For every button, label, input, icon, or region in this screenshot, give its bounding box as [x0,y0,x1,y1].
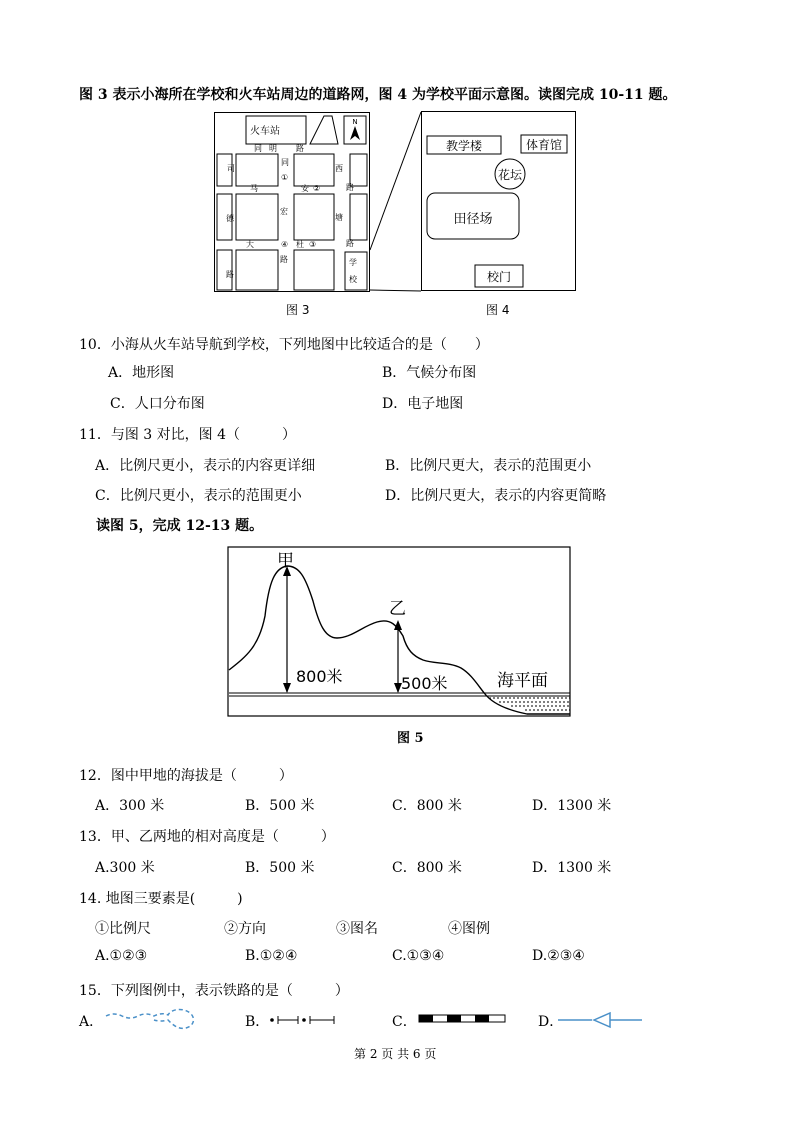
svg-text:N: N [352,118,358,126]
q13-option-d: D．1300 米 [532,860,612,876]
q14-item-1: ①比例尺 [95,921,151,937]
q15-option-c: C． [392,1014,417,1030]
svg-text:①: ① [281,173,289,182]
svg-text:学: 学 [349,258,357,267]
svg-text:校: 校 [349,275,357,284]
q12-option-c: C．800 米 [392,798,462,814]
legend-d-arrow-icon [556,1010,646,1030]
svg-text:海平面: 海平面 [497,671,548,691]
q15-option-a: A． [79,1014,104,1030]
legend-b-boundary-icon [268,1010,340,1030]
svg-text:校门: 校门 [486,270,512,284]
q13-option-b: B．500 米 [245,860,315,876]
q12-option-b: B．500 米 [245,798,315,814]
intro-12-13: 读图 5，完成 12-13 题。 [96,518,264,534]
svg-text:体育馆: 体育馆 [525,138,563,152]
svg-text:塘: 塘 [335,213,343,222]
svg-text:司: 司 [227,164,235,173]
q10-option-c: C．人口分布图 [110,396,205,412]
q11-option-a: A．比例尺更小，表示的内容更详细 [95,458,316,474]
q14-item-4: ④图例 [448,921,490,937]
page-footer: 第 2 页 共 6 页 [354,1047,437,1061]
q13-option-c: C．800 米 [392,860,462,876]
q14-stem: 14. 地图三要素是( ) [79,891,243,907]
svg-text:路: 路 [346,239,354,248]
figure-5-elevation-profile [227,546,571,718]
svg-text:路: 路 [296,144,304,153]
figure-3-caption: 图 3 [286,303,310,317]
svg-text:路: 路 [346,183,354,192]
intro-10-11: 图 3 表示小海所在学校和火车站周边的道路网，图 4 为学校平面示意图。读图完成 10-11 题。 [79,87,677,103]
svg-text:甲: 甲 [277,551,294,571]
q13-option-a: A.300 米 [95,860,155,876]
q11-option-d: D．比例尺更大，表示的内容更简略 [385,488,607,504]
svg-text:大: 大 [246,240,254,249]
q15-option-d: D． [538,1014,564,1030]
svg-text:路: 路 [280,255,288,264]
q15-option-b: B． [245,1014,270,1030]
zoom-connector [365,110,425,294]
q10-stem: 10．小海从火车站导航到学校，下列地图中比较适合的是（ ） [79,337,489,353]
svg-text:田径场: 田径场 [453,212,493,227]
svg-text:明: 明 [269,144,277,153]
q11-stem: 11．与图 3 对比，图 4（ ） [79,427,296,443]
q11-option-b: B．比例尺更大，表示的范围更小 [385,458,592,474]
svg-text:德: 德 [226,214,234,223]
q14-option-a: A.①②③ [95,948,148,964]
svg-text:乙: 乙 [389,599,406,619]
legend-a-river-lake-icon [104,1006,198,1032]
q15-stem: 15．下列图例中，表示铁路的是（ ） [79,983,349,999]
q11-option-c: C．比例尺更小，表示的范围更小 [95,488,302,504]
svg-text:宏: 宏 [280,207,288,216]
q12-option-d: D．1300 米 [532,798,612,814]
figure-4-caption: 图 4 [486,303,510,317]
svg-text:800米: 800米 [296,667,343,686]
figure-5-caption: 图 5 [397,731,424,746]
q12-stem: 12．图中甲地的海拔是（ ） [79,768,293,784]
q10-option-b: B．气候分布图 [382,365,477,381]
svg-text:西: 西 [335,164,343,173]
q12-option-a: A．300 米 [95,798,165,814]
svg-text:花坛: 花坛 [497,168,523,182]
svg-text:马: 马 [250,184,258,193]
svg-text:杜: 杜 [296,240,304,249]
svg-text:同: 同 [254,144,262,153]
svg-text:教学楼: 教学楼 [445,139,483,153]
q14-option-c: C.①③④ [392,948,445,964]
svg-text:④: ④ [281,240,289,249]
svg-text:②: ② [313,184,321,193]
svg-text:路: 路 [226,270,234,279]
q14-option-b: B.①②④ [245,948,298,964]
legend-c-railway-icon [418,1012,508,1026]
svg-text:500米: 500米 [401,674,448,693]
svg-text:同: 同 [281,158,289,167]
q13-stem: 13．甲、乙两地的相对高度是（ ） [79,829,335,845]
q14-item-3: ③图名 [336,921,378,937]
figure-3-road-map [214,112,370,294]
figure-4-school-plan [421,111,577,294]
svg-text:③: ③ [309,240,317,249]
station-label: 火车站 [250,126,280,137]
q10-option-a: A．地形图 [108,365,175,381]
q10-option-d: D．电子地图 [382,396,464,412]
q14-item-2: ②方向 [224,921,266,937]
svg-text:安: 安 [301,184,309,193]
q14-option-d: D.②③④ [532,948,585,964]
